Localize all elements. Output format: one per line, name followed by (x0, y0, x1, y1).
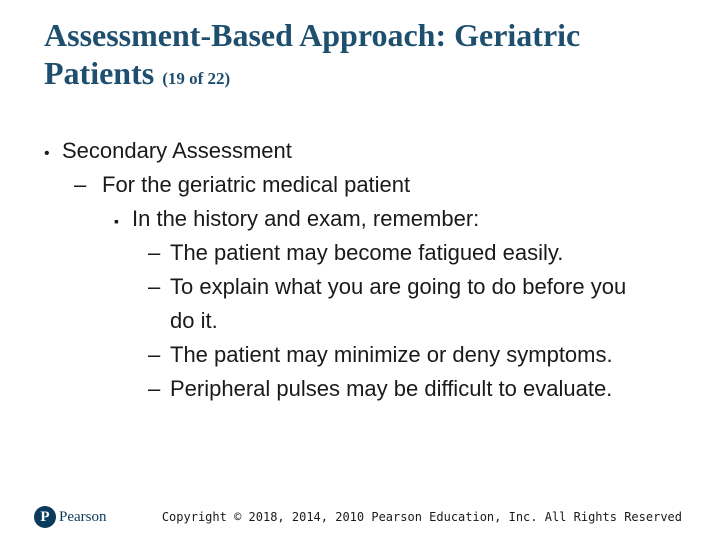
bullet-level4 (148, 372, 612, 406)
bullet-level4 (148, 270, 626, 304)
title-line-2 (44, 54, 684, 98)
bullet-text: To explain what you are going to do before you (170, 274, 627, 299)
bullet-level2 (74, 168, 410, 202)
bullet-text: The patient may become fatigued easily. (170, 240, 564, 265)
bullet-text: The patient may minimize or deny symptoms. (170, 342, 613, 367)
bullet-level3 (114, 202, 479, 238)
bullet-text: Secondary Assessment (62, 138, 292, 163)
title-patients: Patients (44, 55, 155, 91)
bullet-text: Peripheral pulses may be difficult to evaluate. (170, 376, 613, 401)
dash-bullet: – (148, 376, 161, 401)
square-bullet: ▪ (114, 213, 119, 229)
slide-title (44, 16, 684, 98)
bullet-text: do it. (170, 308, 218, 333)
dash-bullet: – (148, 274, 161, 299)
copyright-notice: Copyright © 2018, 2014, 2010 Pearson Education, Inc. All Rights Reserved (161, 510, 682, 524)
dash-bullet: – (148, 240, 161, 265)
pearson-p-icon: P (34, 506, 56, 528)
bullet-continuation (170, 304, 218, 338)
pearson-wordmark: Pearson (59, 508, 107, 525)
dash-bullet: – (148, 342, 161, 367)
bullet-level4 (148, 236, 563, 270)
pearson-logo (34, 505, 107, 529)
bullet-text: For the geriatric medical patient (102, 172, 411, 197)
bullet-level4 (148, 338, 613, 372)
slide-counter: (19 of 22) (162, 69, 231, 88)
dot-bullet: • (44, 145, 50, 162)
dash-bullet: – (74, 172, 87, 197)
bullet-text: In the history and exam, remember: (132, 206, 480, 231)
bullet-level1 (44, 134, 292, 171)
title-line-1: Assessment-Based Approach: Geriatric (44, 17, 581, 53)
